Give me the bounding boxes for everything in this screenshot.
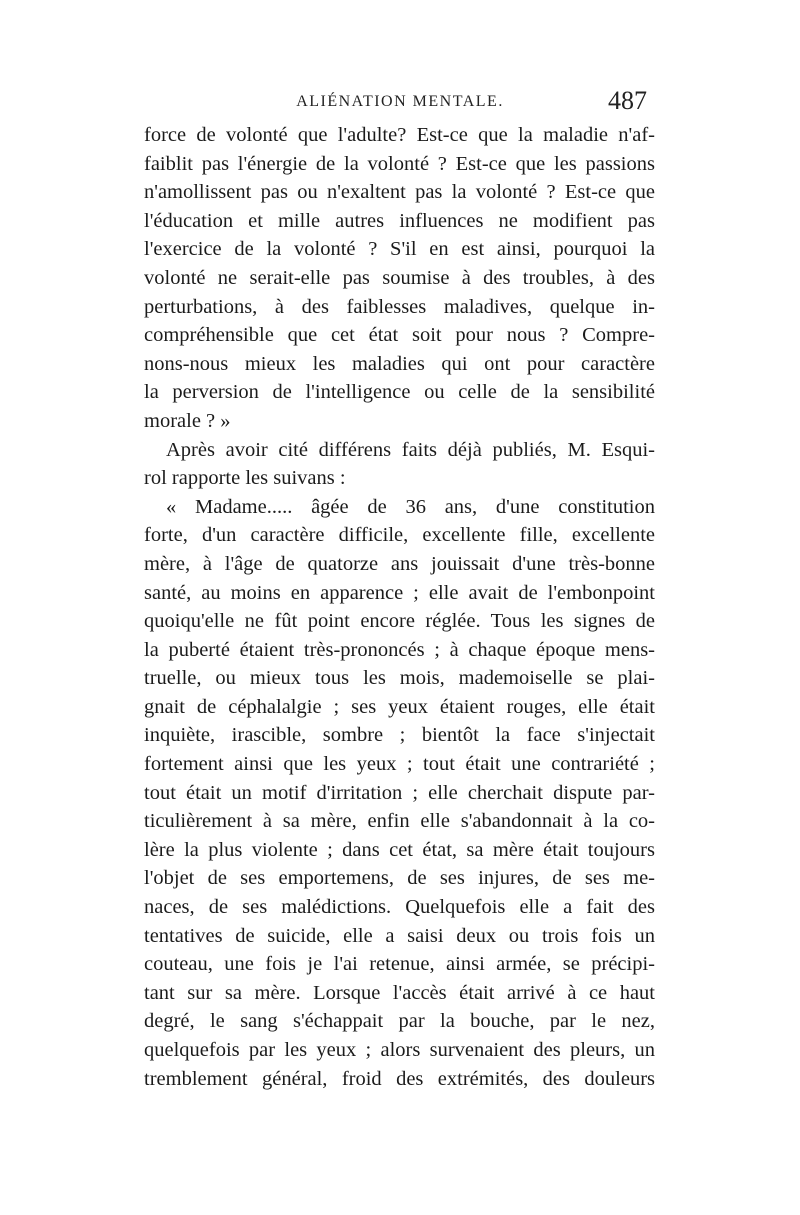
text-line: naces, de ses malédictions. Quelquefois elle a fait des [144, 896, 655, 919]
text-line: forte, d'un caractère difficile, excellente fille, excellente [144, 524, 655, 547]
text-line: couteau, une fois je l'ai retenue, ainsi armée, se précipi- [144, 953, 655, 976]
text-line: volonté ne serait-elle pas soumise à des troubles, à des [144, 266, 655, 289]
text-line: truelle, ou mieux tous les mois, mademoiselle se plai- [144, 667, 655, 690]
text-line: n'amollissent pas ou n'exaltent pas la volonté ? Est-ce que [144, 181, 655, 204]
text-line: la perversion de l'intelligence ou celle de la sensibilité [144, 381, 655, 404]
text-line: mère, à l'âge de quatorze ans jouissait d'une très-bonne [144, 552, 655, 575]
text-line: lère la plus violente ; dans cet état, sa mère était toujours [144, 838, 655, 861]
text-line: faiblit pas l'énergie de la volonté ? Est-ce que les passions [144, 152, 655, 175]
page-number: 487 [608, 86, 647, 115]
text-line: perturbations, à des faiblesses maladives, quelque in- [144, 295, 655, 318]
text-line: la puberté étaient très-prononcés ; à chaque époque mens- [144, 638, 655, 661]
text-line: nons-nous mieux les maladies qui ont pour caractère [144, 352, 655, 375]
text-line: morale ? » [144, 409, 231, 432]
text-line: tremblement général, froid des extrémités, des douleurs [144, 1067, 655, 1090]
text-line: tentatives de suicide, elle a saisi deux ou trois fois un [144, 924, 655, 947]
text-line: ticulièrement à sa mère, enfin elle s'abandonnait à la co- [144, 810, 655, 833]
text-line: degré, le sang s'échappait par la bouche, par le nez, [144, 1010, 655, 1033]
text-line: l'exercice de la volonté ? S'il en est ainsi, pourquoi la [144, 238, 655, 261]
running-title: ALIÉNATION MENTALE. [296, 93, 504, 110]
text-line: l'objet de ses emportemens, de ses injures, de ses me- [144, 867, 655, 890]
text-line: l'éducation et mille autres influences ne modifient pas [144, 209, 655, 232]
text-line: « Madame..... âgée de 36 ans, d'une constitution [166, 495, 655, 518]
text-line: tant sur sa mère. Lorsque l'accès était arrivé à ce haut [144, 981, 655, 1004]
text-line: tout était un motif d'irritation ; elle cherchait dispute par- [144, 781, 655, 804]
text-line: inquiète, irascible, sombre ; bientôt la face s'injectait [144, 724, 655, 747]
body-text [144, 121, 655, 1093]
text-line: force de volonté que l'adulte? Est-ce que la maladie n'af- [144, 124, 655, 146]
text-line: fortement ainsi que les yeux ; tout était une contrariété ; [144, 753, 655, 776]
text-line: quelquefois par les yeux ; alors survenaient des pleurs, un [144, 1039, 655, 1061]
text-line: Après avoir cité différens faits déjà publiés, M. Esqui- [166, 438, 655, 461]
text-line: compréhensible que cet état soit pour nous ? Compre- [144, 324, 655, 347]
text-line: gnait de céphalalgie ; ses yeux étaient rouges, elle était [144, 695, 655, 718]
text-line: quoiqu'elle ne fût point encore réglée. Tous les signes de [144, 610, 655, 633]
text-line: santé, au moins en apparence ; elle avait de l'embonpoint [144, 581, 655, 604]
text-line: rol rapporte les suivans : [144, 467, 346, 490]
